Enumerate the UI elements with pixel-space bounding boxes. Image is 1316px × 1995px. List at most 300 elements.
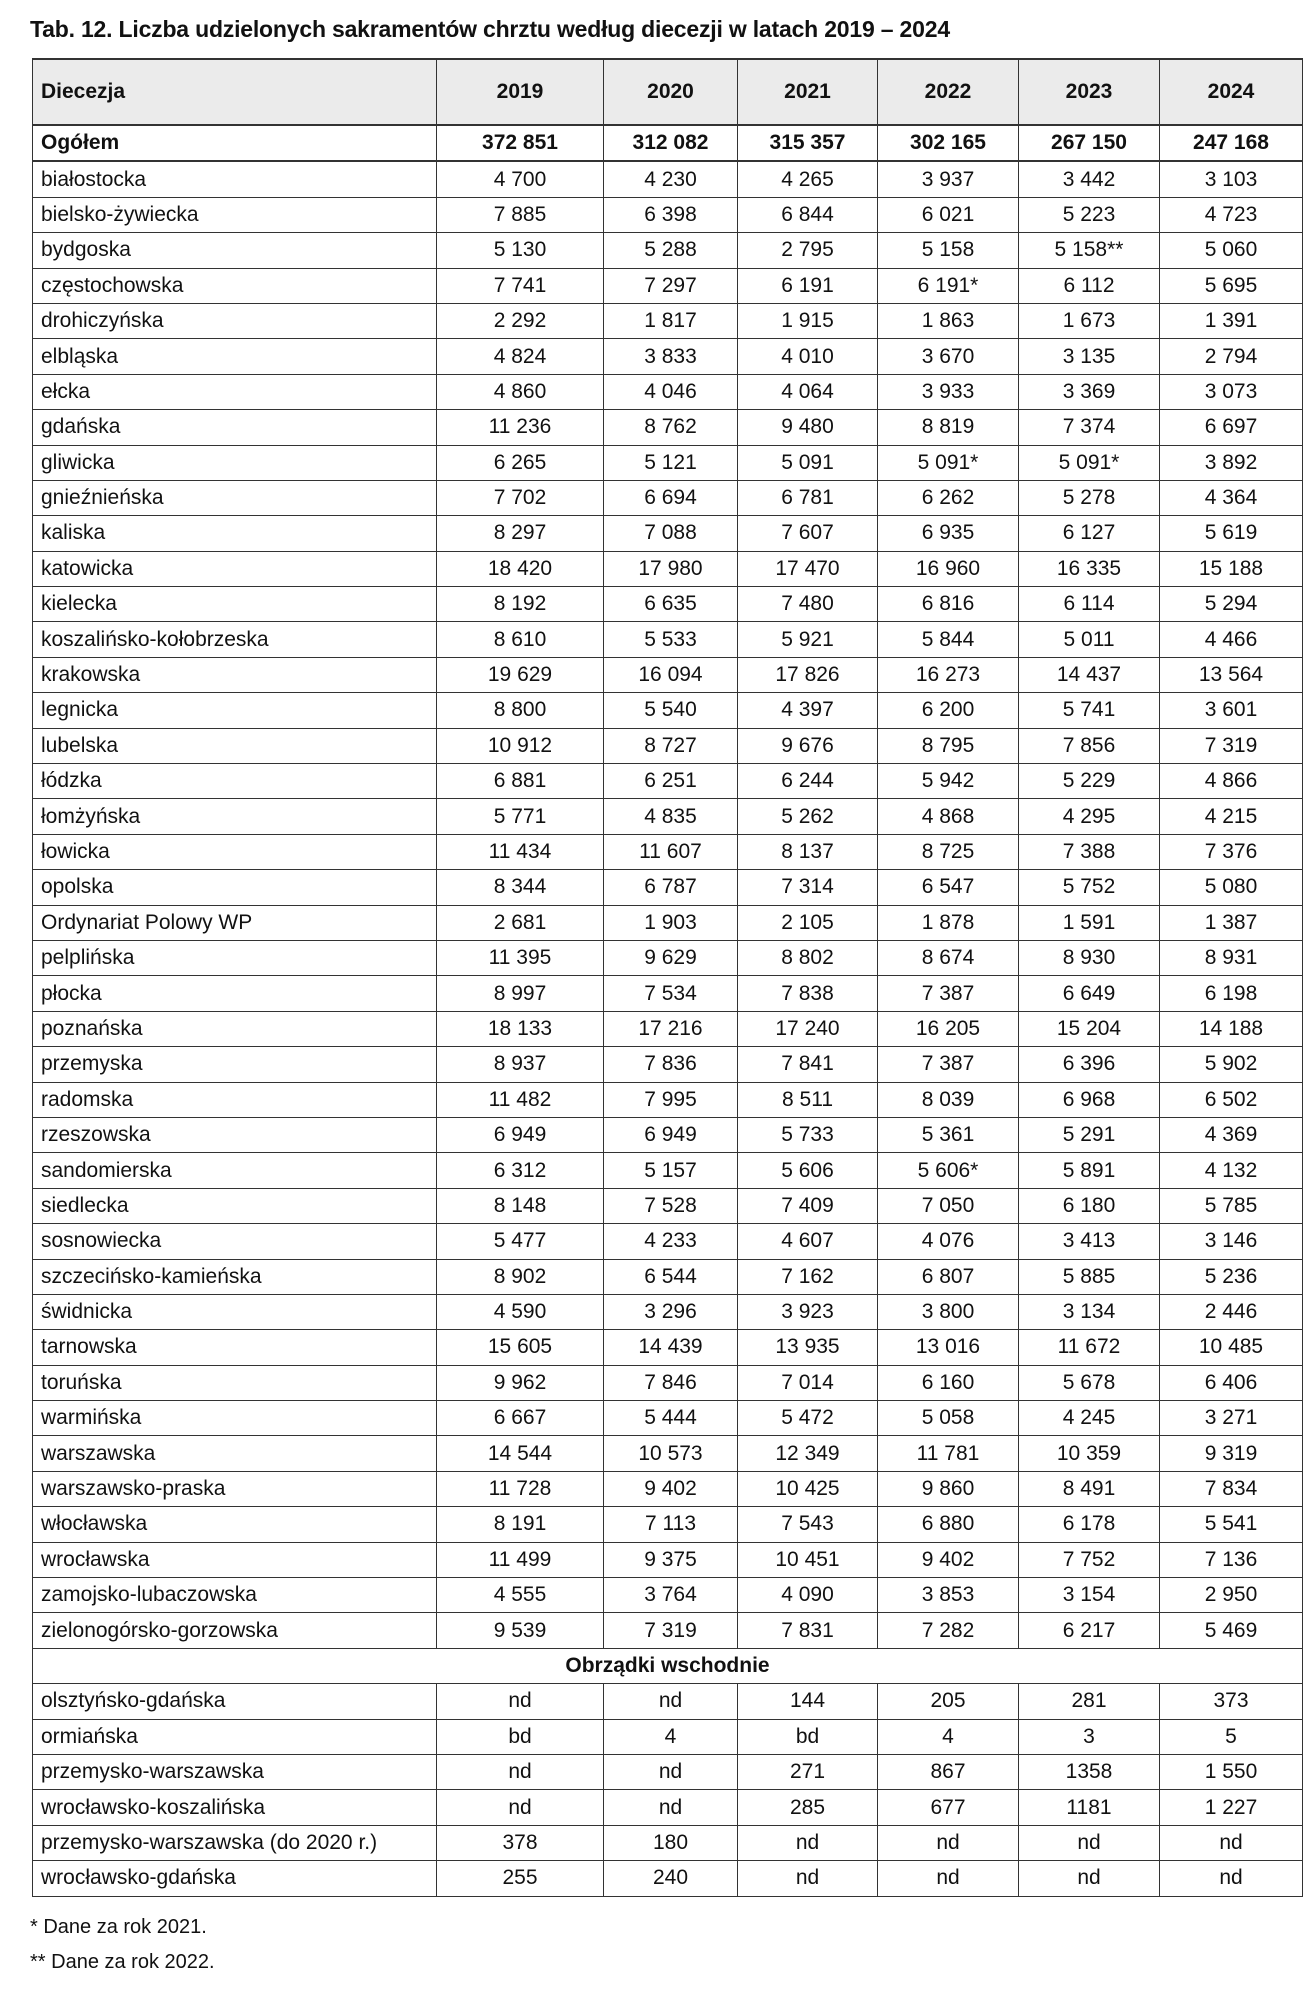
table-row xyxy=(33,870,1303,905)
table-row xyxy=(33,233,1303,268)
value-cell-2021: 5 472 xyxy=(738,1401,878,1436)
value-cell-2022: 3 933 xyxy=(878,374,1019,409)
value-cell-2023: 3 134 xyxy=(1019,1294,1160,1329)
diocese-name: kielecka xyxy=(33,587,437,622)
column-header-diecezja: Diecezja xyxy=(33,59,437,125)
diocese-name: drohiczyńska xyxy=(33,303,437,338)
value-cell-2021: 7 409 xyxy=(738,1188,878,1223)
value-cell-2019: 6 265 xyxy=(437,445,604,480)
value-cell-2023: 4 245 xyxy=(1019,1401,1160,1436)
table-row xyxy=(33,268,1303,303)
value-cell-2019: 18 133 xyxy=(437,1011,604,1046)
value-cell-2024: 5 080 xyxy=(1160,870,1303,905)
value-cell-2019: 4 860 xyxy=(437,374,604,409)
table-row xyxy=(33,764,1303,799)
value-cell-2021: 6 844 xyxy=(738,197,878,232)
table-row xyxy=(33,834,1303,869)
value-cell-2021: nd xyxy=(738,1861,878,1896)
value-cell-2022: 9 402 xyxy=(878,1542,1019,1577)
value-cell-2019: 6 949 xyxy=(437,1117,604,1152)
table-row xyxy=(33,1117,1303,1152)
value-cell-2019: nd xyxy=(437,1754,604,1789)
value-cell-2022: 677 xyxy=(878,1790,1019,1825)
column-header-2023: 2023 xyxy=(1019,59,1160,125)
value-cell-2021: 13 935 xyxy=(738,1330,878,1365)
diocese-name: toruńska xyxy=(33,1365,437,1400)
value-cell-2023: 5 091* xyxy=(1019,445,1160,480)
value-cell-2020: 5 288 xyxy=(604,233,738,268)
value-cell-2022: 5 844 xyxy=(878,622,1019,657)
value-cell-2019: 7 885 xyxy=(437,197,604,232)
diocese-name: wrocławska xyxy=(33,1542,437,1577)
value-cell-2024: 7 319 xyxy=(1160,728,1303,763)
value-cell-2023: 6 127 xyxy=(1019,516,1160,551)
value-cell-2023: 6 968 xyxy=(1019,1082,1160,1117)
value-cell-2019: nd xyxy=(437,1790,604,1825)
table-row xyxy=(33,480,1303,515)
value-cell-2019: 14 544 xyxy=(437,1436,604,1471)
value-cell-2023: 7 374 xyxy=(1019,410,1160,445)
baptisms-table xyxy=(32,58,1303,1897)
table-row xyxy=(33,1401,1303,1436)
table-row xyxy=(33,940,1303,975)
value-cell-2023: 10 359 xyxy=(1019,1436,1160,1471)
value-cell-2020: nd xyxy=(604,1754,738,1789)
value-cell-2022: 1 878 xyxy=(878,905,1019,940)
value-cell-2021: 2 795 xyxy=(738,233,878,268)
value-cell-2020: 8 762 xyxy=(604,410,738,445)
value-cell-2024: 5 902 xyxy=(1160,1047,1303,1082)
value-cell-2021: 10 425 xyxy=(738,1471,878,1506)
value-cell-2023: 7 388 xyxy=(1019,834,1160,869)
value-cell-2020: 3 764 xyxy=(604,1578,738,1613)
value-cell-2019: 8 800 xyxy=(437,693,604,728)
footnote-2: ** Dane za rok 2022. xyxy=(30,1951,215,1973)
value-cell-2019: 378 xyxy=(437,1825,604,1860)
diocese-name: sosnowiecka xyxy=(33,1224,437,1259)
value-cell-2021: 3 923 xyxy=(738,1294,878,1329)
table-row xyxy=(33,1188,1303,1223)
diocese-name: przemysko-warszawska (do 2020 r.) xyxy=(33,1825,437,1860)
value-cell-2023: 1 591 xyxy=(1019,905,1160,940)
diocese-name: gnieźnieńska xyxy=(33,480,437,515)
value-cell-2021: 8 137 xyxy=(738,834,878,869)
value-cell-2024: 4 215 xyxy=(1160,799,1303,834)
value-cell-2024: 3 103 xyxy=(1160,161,1303,197)
diocese-name: wrocławsko-koszalińska xyxy=(33,1790,437,1825)
column-header-2024: 2024 xyxy=(1160,59,1303,125)
value-cell-2019: 8 148 xyxy=(437,1188,604,1223)
value-cell-2024: 1 227 xyxy=(1160,1790,1303,1825)
value-cell-2020: 11 607 xyxy=(604,834,738,869)
value-cell-2019: 4 590 xyxy=(437,1294,604,1329)
value-cell-2023: 281 xyxy=(1019,1684,1160,1719)
value-cell-2021: 4 397 xyxy=(738,693,878,728)
footnote-1: * Dane za rok 2021. xyxy=(30,1916,207,1938)
value-cell-2021: 4 010 xyxy=(738,339,878,374)
value-cell-2022: 8 819 xyxy=(878,410,1019,445)
value-cell-2023: 5 011 xyxy=(1019,622,1160,657)
diocese-name: warmińska xyxy=(33,1401,437,1436)
value-cell-2021: 7 841 xyxy=(738,1047,878,1082)
value-cell-2022: 5 606* xyxy=(878,1153,1019,1188)
value-cell-2023: 5 223 xyxy=(1019,197,1160,232)
value-cell-2019: 19 629 xyxy=(437,657,604,692)
value-cell-2020: 17 980 xyxy=(604,551,738,586)
value-cell-2022: 16 960 xyxy=(878,551,1019,586)
value-cell-2020: 4 xyxy=(604,1719,738,1754)
value-cell-2020: 10 573 xyxy=(604,1436,738,1471)
value-cell-2019: 11 482 xyxy=(437,1082,604,1117)
value-cell-2020: 7 995 xyxy=(604,1082,738,1117)
table-row xyxy=(33,1436,1303,1471)
diocese-name: ormiańska xyxy=(33,1719,437,1754)
value-cell-2024: 10 485 xyxy=(1160,1330,1303,1365)
value-cell-2024: 4 364 xyxy=(1160,480,1303,515)
value-cell-2022: 6 262 xyxy=(878,480,1019,515)
diocese-name: gliwicka xyxy=(33,445,437,480)
value-cell-2022: 205 xyxy=(878,1684,1019,1719)
table-row xyxy=(33,622,1303,657)
diocese-name: łowicka xyxy=(33,834,437,869)
value-cell-2024: 7 834 xyxy=(1160,1471,1303,1506)
value-cell-2020: 3 296 xyxy=(604,1294,738,1329)
value-cell-2021: 271 xyxy=(738,1754,878,1789)
value-cell-2024: 6 697 xyxy=(1160,410,1303,445)
value-cell-2019: 8 902 xyxy=(437,1259,604,1294)
value-cell-2019: 4 700 xyxy=(437,161,604,197)
value-cell-2022: 6 547 xyxy=(878,870,1019,905)
value-cell-2021: 7 607 xyxy=(738,516,878,551)
section-label: Obrządki wschodnie xyxy=(33,1648,1303,1683)
value-cell-2024: 4 466 xyxy=(1160,622,1303,657)
value-cell-2024: 5 541 xyxy=(1160,1507,1303,1542)
diocese-name: wrocławsko-gdańska xyxy=(33,1861,437,1896)
diocese-name: katowicka xyxy=(33,551,437,586)
value-cell-2023: 7 856 xyxy=(1019,728,1160,763)
value-cell-2024: 6 198 xyxy=(1160,976,1303,1011)
value-cell-2022: 6 160 xyxy=(878,1365,1019,1400)
eastern-table-row xyxy=(33,1825,1303,1860)
value-cell-2023: 5 229 xyxy=(1019,764,1160,799)
value-cell-2022: 6 880 xyxy=(878,1507,1019,1542)
value-cell-2020: 5 121 xyxy=(604,445,738,480)
value-cell-2023: 4 295 xyxy=(1019,799,1160,834)
value-cell-2022: 5 942 xyxy=(878,764,1019,799)
table-row xyxy=(33,799,1303,834)
diocese-name: zamojsko-lubaczowska xyxy=(33,1578,437,1613)
value-cell-2023: 6 180 xyxy=(1019,1188,1160,1223)
table-row xyxy=(33,1507,1303,1542)
value-cell-2022: 4 868 xyxy=(878,799,1019,834)
table-row xyxy=(33,728,1303,763)
value-cell-2023: 3 442 xyxy=(1019,161,1160,197)
value-cell-2022: 6 935 xyxy=(878,516,1019,551)
value-cell-2023: 5 678 xyxy=(1019,1365,1160,1400)
value-cell-2019: 9 962 xyxy=(437,1365,604,1400)
value-cell-2019: 15 605 xyxy=(437,1330,604,1365)
value-cell-2019: 11 395 xyxy=(437,940,604,975)
value-cell-2020: 7 528 xyxy=(604,1188,738,1223)
value-cell-2019: 255 xyxy=(437,1861,604,1896)
value-cell-2022: 8 674 xyxy=(878,940,1019,975)
value-cell-2024: 5 619 xyxy=(1160,516,1303,551)
value-cell-2023: 6 649 xyxy=(1019,976,1160,1011)
table-row xyxy=(33,976,1303,1011)
value-cell-2023: 3 413 xyxy=(1019,1224,1160,1259)
value-cell-2023: 1358 xyxy=(1019,1754,1160,1789)
value-cell-2024: 1 387 xyxy=(1160,905,1303,940)
value-cell-2021: 144 xyxy=(738,1684,878,1719)
diocese-name: białostocka xyxy=(33,161,437,197)
value-cell-2022: 3 670 xyxy=(878,339,1019,374)
value-cell-2024: 373 xyxy=(1160,1684,1303,1719)
value-cell-2022: 16 205 xyxy=(878,1011,1019,1046)
value-cell-2022: nd xyxy=(878,1825,1019,1860)
value-cell-2021: 4 607 xyxy=(738,1224,878,1259)
diocese-name: krakowska xyxy=(33,657,437,692)
value-cell-2023: 6 114 xyxy=(1019,587,1160,622)
column-header-2021: 2021 xyxy=(738,59,878,125)
diocese-name: Ordynariat Polowy WP xyxy=(33,905,437,940)
value-cell-2021: 5 921 xyxy=(738,622,878,657)
value-cell-2024: 3 601 xyxy=(1160,693,1303,728)
value-cell-2019: 7 741 xyxy=(437,268,604,303)
diocese-name: elbląska xyxy=(33,339,437,374)
table-row xyxy=(33,516,1303,551)
value-cell-2020: 7 113 xyxy=(604,1507,738,1542)
value-cell-2022: 13 016 xyxy=(878,1330,1019,1365)
value-cell-2021: 8 802 xyxy=(738,940,878,975)
total-2024: 247 168 xyxy=(1160,125,1303,161)
value-cell-2023: 3 154 xyxy=(1019,1578,1160,1613)
value-cell-2021: 6 191 xyxy=(738,268,878,303)
diocese-name: lubelska xyxy=(33,728,437,763)
value-cell-2020: 4 230 xyxy=(604,161,738,197)
value-cell-2024: 4 132 xyxy=(1160,1153,1303,1188)
table-row xyxy=(33,1578,1303,1613)
table-row xyxy=(33,410,1303,445)
value-cell-2019: 6 667 xyxy=(437,1401,604,1436)
table-row xyxy=(33,1153,1303,1188)
value-cell-2019: 11 728 xyxy=(437,1471,604,1506)
total-2023: 267 150 xyxy=(1019,125,1160,161)
value-cell-2024: 4 866 xyxy=(1160,764,1303,799)
value-cell-2022: 5 361 xyxy=(878,1117,1019,1152)
eastern-table-row xyxy=(33,1754,1303,1789)
value-cell-2019: 10 912 xyxy=(437,728,604,763)
value-cell-2020: nd xyxy=(604,1790,738,1825)
value-cell-2022: 7 387 xyxy=(878,976,1019,1011)
value-cell-2019: 6 881 xyxy=(437,764,604,799)
value-cell-2023: 15 204 xyxy=(1019,1011,1160,1046)
value-cell-2024: 2 446 xyxy=(1160,1294,1303,1329)
table-row xyxy=(33,1082,1303,1117)
value-cell-2019: 9 539 xyxy=(437,1613,604,1648)
value-cell-2022: 8 725 xyxy=(878,834,1019,869)
value-cell-2021: 9 480 xyxy=(738,410,878,445)
value-cell-2019: 11 499 xyxy=(437,1542,604,1577)
value-cell-2022: 16 273 xyxy=(878,657,1019,692)
diocese-name: częstochowska xyxy=(33,268,437,303)
column-header-2022: 2022 xyxy=(878,59,1019,125)
value-cell-2021: 10 451 xyxy=(738,1542,878,1577)
value-cell-2019: 6 312 xyxy=(437,1153,604,1188)
value-cell-2021: 17 240 xyxy=(738,1011,878,1046)
value-cell-2021: 5 091 xyxy=(738,445,878,480)
value-cell-2022: 6 021 xyxy=(878,197,1019,232)
value-cell-2020: 7 846 xyxy=(604,1365,738,1400)
value-cell-2020: 7 297 xyxy=(604,268,738,303)
table-row xyxy=(33,445,1303,480)
value-cell-2019: 5 477 xyxy=(437,1224,604,1259)
value-cell-2021: 8 511 xyxy=(738,1082,878,1117)
value-cell-2022: 8 039 xyxy=(878,1082,1019,1117)
value-cell-2024: nd xyxy=(1160,1861,1303,1896)
value-cell-2020: 9 375 xyxy=(604,1542,738,1577)
value-cell-2023: 8 491 xyxy=(1019,1471,1160,1506)
value-cell-2021: 7 838 xyxy=(738,976,878,1011)
value-cell-2023: 16 335 xyxy=(1019,551,1160,586)
value-cell-2020: 5 444 xyxy=(604,1401,738,1436)
value-cell-2021: bd xyxy=(738,1719,878,1754)
value-cell-2020: 9 402 xyxy=(604,1471,738,1506)
value-cell-2020: nd xyxy=(604,1684,738,1719)
value-cell-2023: 3 xyxy=(1019,1719,1160,1754)
table-row xyxy=(33,374,1303,409)
value-cell-2022: 5 091* xyxy=(878,445,1019,480)
eastern-table-row xyxy=(33,1719,1303,1754)
table-row xyxy=(33,1294,1303,1329)
value-cell-2022: 7 050 xyxy=(878,1188,1019,1223)
table-row xyxy=(33,1330,1303,1365)
value-cell-2021: 7 543 xyxy=(738,1507,878,1542)
section-row xyxy=(33,1648,1303,1683)
value-cell-2020: 6 949 xyxy=(604,1117,738,1152)
diocese-name: radomska xyxy=(33,1082,437,1117)
total-2021: 315 357 xyxy=(738,125,878,161)
value-cell-2024: 1 391 xyxy=(1160,303,1303,338)
value-cell-2019: 8 191 xyxy=(437,1507,604,1542)
value-cell-2024: 5 xyxy=(1160,1719,1303,1754)
value-cell-2024: 5 236 xyxy=(1160,1259,1303,1294)
table-row xyxy=(33,1365,1303,1400)
total-row xyxy=(33,125,1303,161)
value-cell-2019: nd xyxy=(437,1684,604,1719)
table-row xyxy=(33,197,1303,232)
value-cell-2022: 3 853 xyxy=(878,1578,1019,1613)
value-cell-2023: 1 673 xyxy=(1019,303,1160,338)
diocese-name: bielsko-żywiecka xyxy=(33,197,437,232)
value-cell-2021: 1 915 xyxy=(738,303,878,338)
value-cell-2024: 5 294 xyxy=(1160,587,1303,622)
value-cell-2022: 11 781 xyxy=(878,1436,1019,1471)
value-cell-2022: 8 795 xyxy=(878,728,1019,763)
value-cell-2022: nd xyxy=(878,1861,1019,1896)
column-header-2020: 2020 xyxy=(604,59,738,125)
table-row xyxy=(33,551,1303,586)
value-cell-2019: 11 236 xyxy=(437,410,604,445)
value-cell-2022: 9 860 xyxy=(878,1471,1019,1506)
diocese-name: sandomierska xyxy=(33,1153,437,1188)
value-cell-2023: nd xyxy=(1019,1825,1160,1860)
value-cell-2023: 3 369 xyxy=(1019,374,1160,409)
value-cell-2020: 240 xyxy=(604,1861,738,1896)
value-cell-2019: 2 292 xyxy=(437,303,604,338)
value-cell-2024: 9 319 xyxy=(1160,1436,1303,1471)
value-cell-2021: 17 470 xyxy=(738,551,878,586)
value-cell-2020: 6 398 xyxy=(604,197,738,232)
value-cell-2019: 11 434 xyxy=(437,834,604,869)
value-cell-2021: 6 781 xyxy=(738,480,878,515)
table-row xyxy=(33,1259,1303,1294)
value-cell-2022: 4 076 xyxy=(878,1224,1019,1259)
value-cell-2023: 1181 xyxy=(1019,1790,1160,1825)
value-cell-2022: 6 200 xyxy=(878,693,1019,728)
value-cell-2022: 6 191* xyxy=(878,268,1019,303)
value-cell-2021: 7 480 xyxy=(738,587,878,622)
value-cell-2024: 8 931 xyxy=(1160,940,1303,975)
table-title: Tab. 12. Liczba udzielonych sakramentów chrztu według diecezji w latach 2019 – 2024 xyxy=(30,16,950,42)
diocese-name: koszalińsko-kołobrzeska xyxy=(33,622,437,657)
value-cell-2019: 4 555 xyxy=(437,1578,604,1613)
table-row xyxy=(33,339,1303,374)
value-cell-2023: 6 178 xyxy=(1019,1507,1160,1542)
value-cell-2019: 8 610 xyxy=(437,622,604,657)
value-cell-2020: 4 046 xyxy=(604,374,738,409)
value-cell-2020: 1 817 xyxy=(604,303,738,338)
eastern-table-row xyxy=(33,1790,1303,1825)
value-cell-2022: 3 937 xyxy=(878,161,1019,197)
value-cell-2024: 5 469 xyxy=(1160,1613,1303,1648)
value-cell-2021: 285 xyxy=(738,1790,878,1825)
diocese-name: ełcka xyxy=(33,374,437,409)
table-row xyxy=(33,303,1303,338)
value-cell-2020: 6 694 xyxy=(604,480,738,515)
diocese-name: płocka xyxy=(33,976,437,1011)
diocese-name: pelplińska xyxy=(33,940,437,975)
value-cell-2023: 5 885 xyxy=(1019,1259,1160,1294)
diocese-name: przemysko-warszawska xyxy=(33,1754,437,1789)
value-cell-2024: 14 188 xyxy=(1160,1011,1303,1046)
value-cell-2024: 6 502 xyxy=(1160,1082,1303,1117)
diocese-name: warszawska xyxy=(33,1436,437,1471)
table-row xyxy=(33,905,1303,940)
value-cell-2020: 1 903 xyxy=(604,905,738,940)
value-cell-2024: 3 073 xyxy=(1160,374,1303,409)
table-row xyxy=(33,1047,1303,1082)
value-cell-2022: 867 xyxy=(878,1754,1019,1789)
total-2020: 312 082 xyxy=(604,125,738,161)
value-cell-2019: 5 771 xyxy=(437,799,604,834)
value-cell-2024: 15 188 xyxy=(1160,551,1303,586)
value-cell-2020: 17 216 xyxy=(604,1011,738,1046)
value-cell-2023: 5 741 xyxy=(1019,693,1160,728)
value-cell-2021: 2 105 xyxy=(738,905,878,940)
value-cell-2020: 6 544 xyxy=(604,1259,738,1294)
value-cell-2019: 18 420 xyxy=(437,551,604,586)
diocese-name: opolska xyxy=(33,870,437,905)
value-cell-2020: 5 157 xyxy=(604,1153,738,1188)
value-cell-2020: 6 635 xyxy=(604,587,738,622)
diocese-name: świdnicka xyxy=(33,1294,437,1329)
value-cell-2021: 4 090 xyxy=(738,1578,878,1613)
value-cell-2019: 4 824 xyxy=(437,339,604,374)
value-cell-2022: 5 058 xyxy=(878,1401,1019,1436)
value-cell-2020: 7 319 xyxy=(604,1613,738,1648)
value-cell-2023: 5 891 xyxy=(1019,1153,1160,1188)
value-cell-2020: 7 836 xyxy=(604,1047,738,1082)
